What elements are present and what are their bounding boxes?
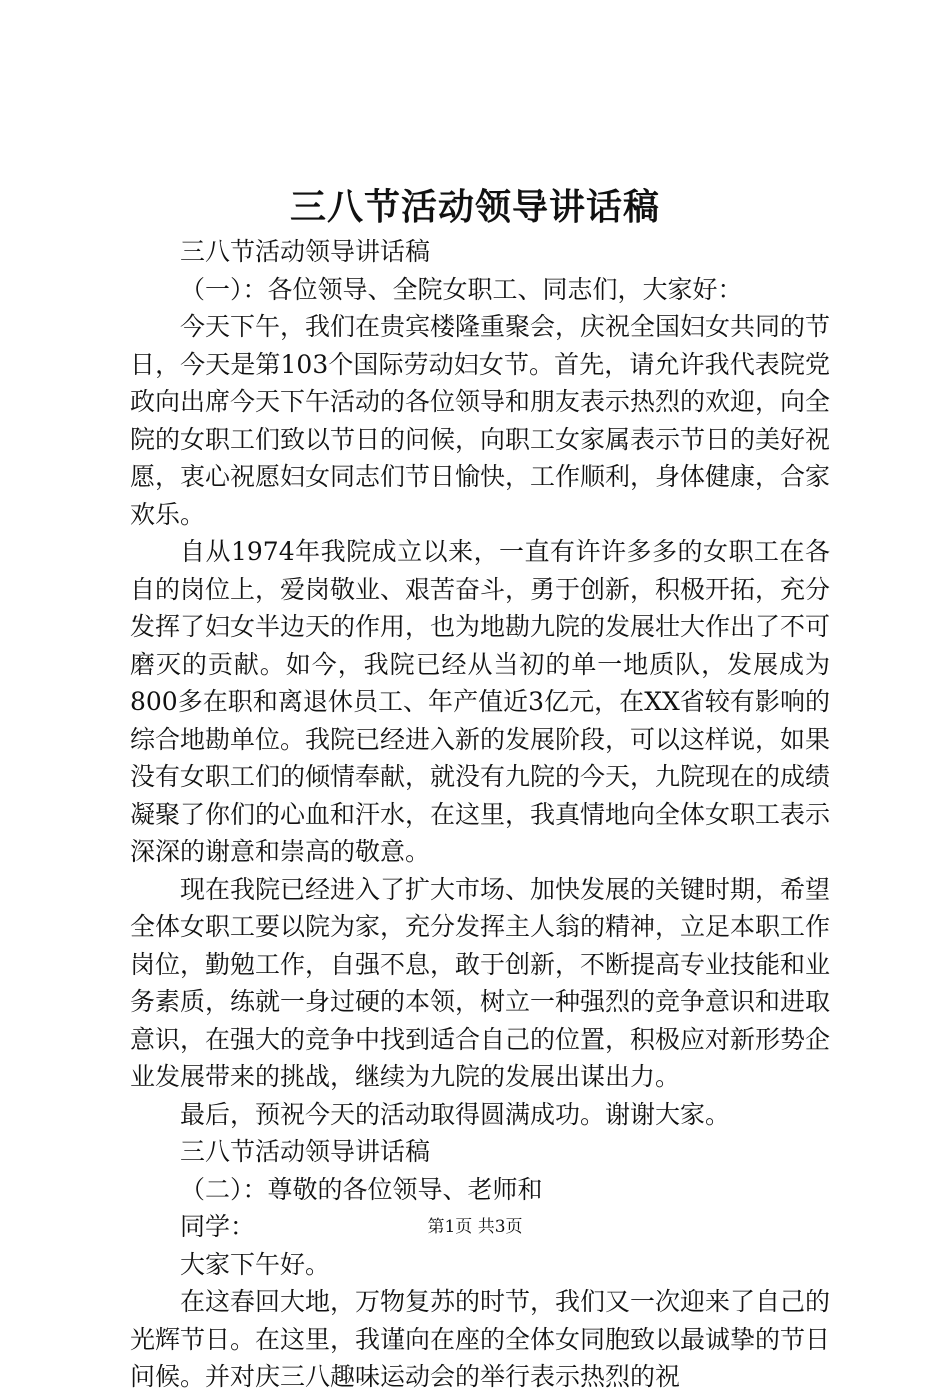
section-heading-two: （二）：尊敬的各位领导、老师和 (180, 1174, 543, 1204)
section-heading-one: （一）：各位领导、全院女职工、同志们，大家好： (180, 274, 743, 304)
body-paragraph: 自从1974年我院成立以来，一直有许许多多的女职工在各自的岗位上，爱岗敬业、艰苦奋斗，勇于创新，积极开拓，充分发挥了妇女半边天的作用，也为地勘九院的发展壮大作出了不可磨灭的贡献。如今，我院已经从当初的单一地质队，发展成为800多在职和离退休员工、年产值近3亿元，在XX省较有影响的综合地勘单位。我院已经进入新的发展阶段，可以这样说，如果没有女职工们的倾情奉献，就没有九院的今天，九院现在的成绩凝聚了你们的心血和汗水，在这里，我真情地向全体女职工表示深深的谢意和崇高的敬意。 (130, 537, 831, 866)
closing-paragraph: 最后，预祝今天的活动取得圆满成功。谢谢大家。 (180, 1099, 731, 1129)
subtitle-paragraph: 三八节活动领导讲话稿 (180, 237, 431, 266)
body-paragraph: 现在我院已经进入了扩大市场、加快发展的关键时期，希望全体女职工要以院为家，充分发挥主人翁的精神，立足本职工作岗位，勤勉工作，自强不息，敢于创新，不断提高专业技能和业务素质，练就一身过硬的本领，树立一种强烈的竞争意识和进取意识，在强大的竞争中找到适合自己的位置，积极应对新形势企业发展带来的挑战，继续为九院的发展出谋出力。 (130, 874, 831, 1091)
salutation-line: 同学： (180, 1212, 256, 1241)
page-number: 第1页 共3页 (427, 1217, 523, 1237)
document-title: 三八节活动领导讲话稿 (289, 186, 660, 228)
body-paragraph: 今天下午，我们在贵宾楼隆重聚会，庆祝全国妇女共同的节日，今天是第103个国际劳动妇女节。首先，请允许我代表院党政向出席今天下午活动的各位领导和朋友表示热烈的欢迎，向全院的女职工们致以节日的问候，向职工女家属表示节日的美好祝愿，衷心祝愿妇女同志们节日愉快，工作顺利，身体健康，合家欢乐。 (130, 312, 831, 529)
body-paragraph: 在这春回大地，万物复苏的时节，我们又一次迎来了自己的光辉节日。在这里，我谨向在座的全体女同胞致以最诚挚的节日问候。并对庆三八趣味运动会的举行表示热烈的祝 (130, 1287, 831, 1391)
greeting-line: 大家下午好。 (180, 1249, 331, 1279)
subtitle-paragraph: 三八节活动领导讲话稿 (180, 1137, 431, 1166)
